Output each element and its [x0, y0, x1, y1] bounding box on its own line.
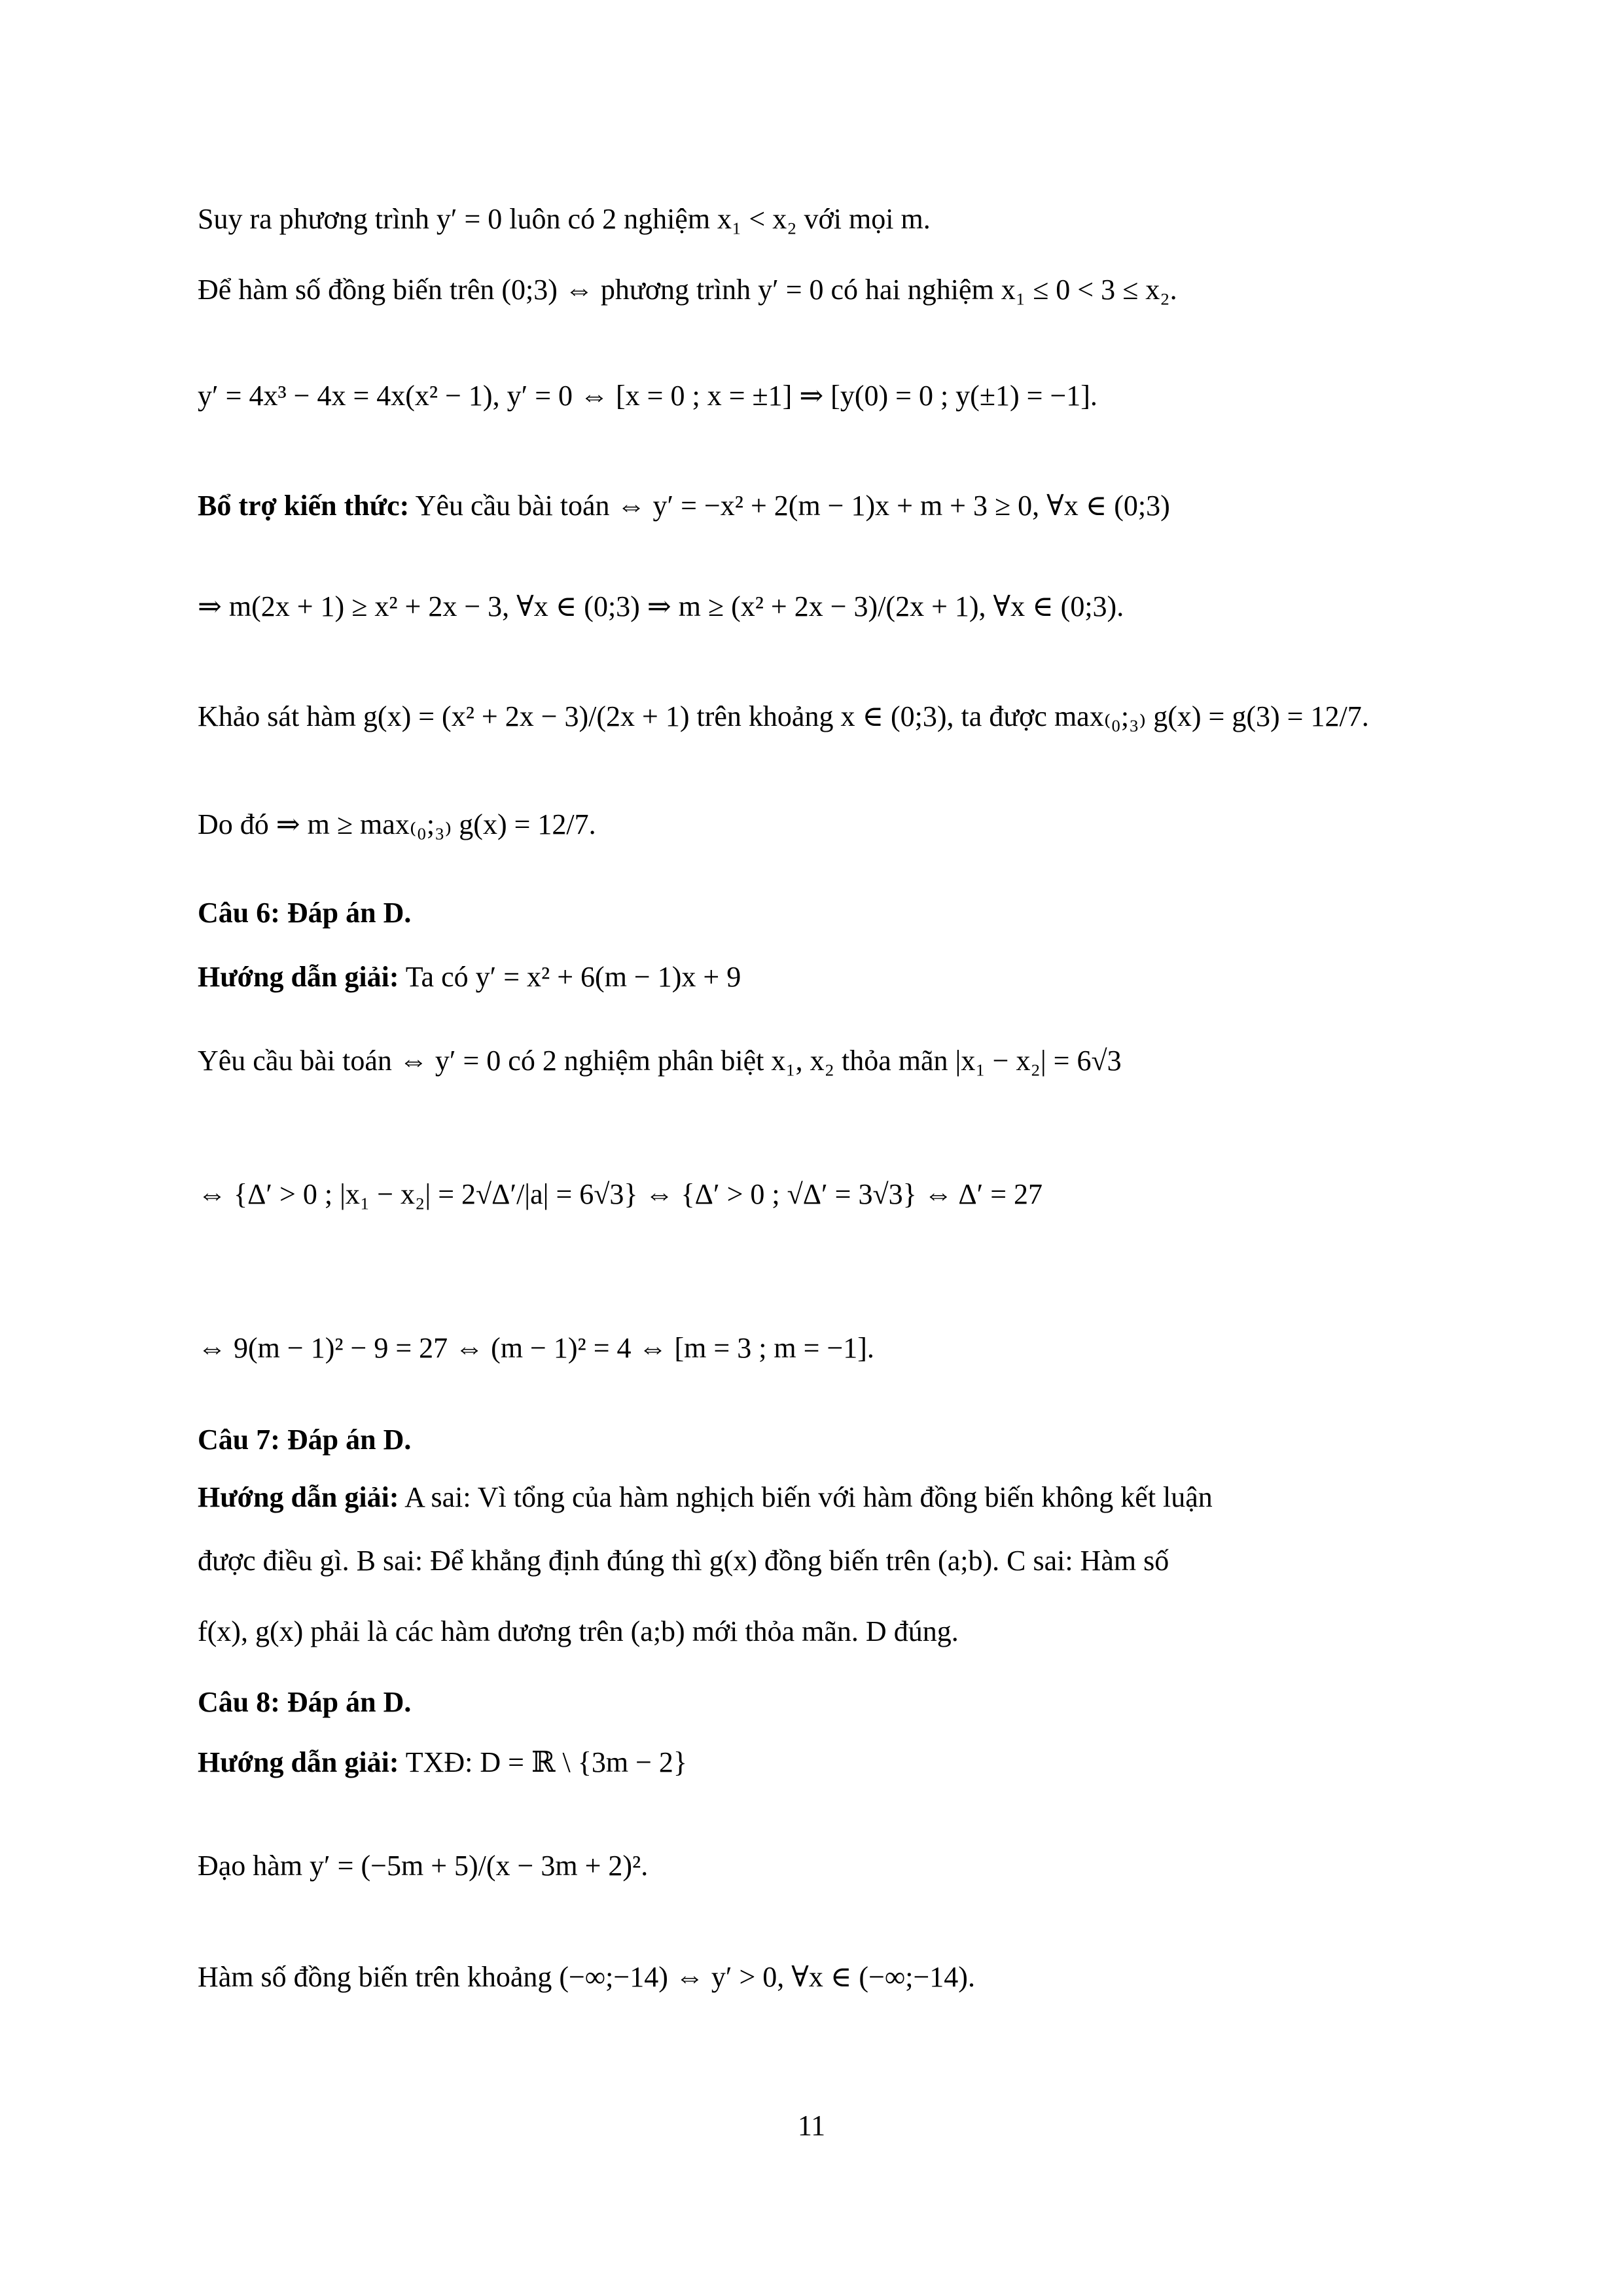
q7-solution-line-2: được điều gì. B sai: Để khẳng định đúng thì g(x) đồng biến trên (a;b). C sai: Hàm số — [198, 1545, 1169, 1577]
survey-line: Khảo sát hàm g(x) = (x² + 2x − 3)/(2x + 1) trên khoảng x ∈ (0;3), ta được max₍₀;₃₎ g(x) = g(3) = 12/7. — [198, 700, 1369, 732]
q8-monotonic-line: Hàm số đồng biến trên khoảng (−∞;−14) ⇔ y′ > 0, ∀x ∈ (−∞;−14). — [198, 1961, 975, 1993]
question-8-heading: Câu 8: Đáp án D. — [198, 1686, 412, 1718]
q6-solution-line-2: Yêu cầu bài toán ⇔ y′ = 0 có 2 nghiệm phân biệt x₁, x₂ thỏa mãn |x₁ − x₂| = 6√3 — [198, 1045, 1122, 1077]
q6-system-line: ⇔ {Δ′ > 0 ; |x₁ − x₂| = 2√Δ′/|a| = 6√3} ⇔ {Δ′ > 0 ; √Δ′ = 3√3} ⇔ Δ′ = 27 — [198, 1178, 1043, 1210]
q7-solution-label: Hướng dẫn giải: — [198, 1481, 399, 1513]
text-line-2: Để hàm số đồng biến trên (0;3) ⇔ phương trình y′ = 0 có hai nghiệm x₁ ≤ 0 < 3 ≤ x₂. — [198, 274, 1177, 306]
q6-result-line: ⇔ 9(m − 1)² − 9 = 27 ⇔ (m − 1)² = 4 ⇔ [m = 3 ; m = −1]. — [198, 1332, 874, 1364]
supplement-label: Bổ trợ kiến thức: — [198, 490, 410, 522]
q8-derivative-line: Đạo hàm y′ = (−5m + 5)/(x − 3m + 2)². — [198, 1850, 649, 1882]
page-number: 11 — [797, 2109, 826, 2142]
q8-solution-line-1: Hướng dẫn giải: TXĐ: D = ℝ \ {3m − 2} — [198, 1746, 688, 1778]
q6-solution-label: Hướng dẫn giải: — [198, 961, 399, 993]
supplement-text: Yêu cầu bài toán ⇔ y′ = −x² + 2(m − 1)x + m + 3 ≥ 0, ∀x ∈ (0;3) — [415, 490, 1170, 522]
q6-solution-line-1: Hướng dẫn giải: Ta có y′ = x² + 6(m − 1)x + 9 — [198, 961, 741, 993]
q7-solution-line-3: f(x), g(x) phải là các hàm dương trên (a;b) mới thỏa mãn. D đúng. — [198, 1615, 959, 1647]
question-7-heading: Câu 7: Đáp án D. — [198, 1424, 412, 1456]
q8-solution-label: Hướng dẫn giải: — [198, 1746, 399, 1778]
supplement-line — [198, 490, 1170, 523]
q7-solution-line-1: Hướng dẫn giải: A sai: Vì tổng của hàm nghịch biến với hàm đồng biến không kết luận — [198, 1481, 1213, 1513]
question-6-heading: Câu 6: Đáp án D. — [198, 897, 412, 929]
inequality-line: ⇒ m(2x + 1) ≥ x² + 2x − 3, ∀x ∈ (0;3) ⇒ m ≥ (x² + 2x − 3)/(2x + 1), ∀x ∈ (0;3). — [198, 590, 1124, 622]
text-line-1: Suy ra phương trình y′ = 0 luôn có 2 nghiệm x₁ < x₂ với mọi m. — [198, 203, 931, 235]
conclusion-line: Do đó ⇒ m ≥ max₍₀;₃₎ g(x) = 12/7. — [198, 808, 596, 840]
derivative-line: y′ = 4x³ − 4x = 4x(x² − 1), y′ = 0 ⇔ [x = 0 ; x = ±1] ⇒ [y(0) = 0 ; y(±1) = −1]. — [198, 380, 1097, 412]
